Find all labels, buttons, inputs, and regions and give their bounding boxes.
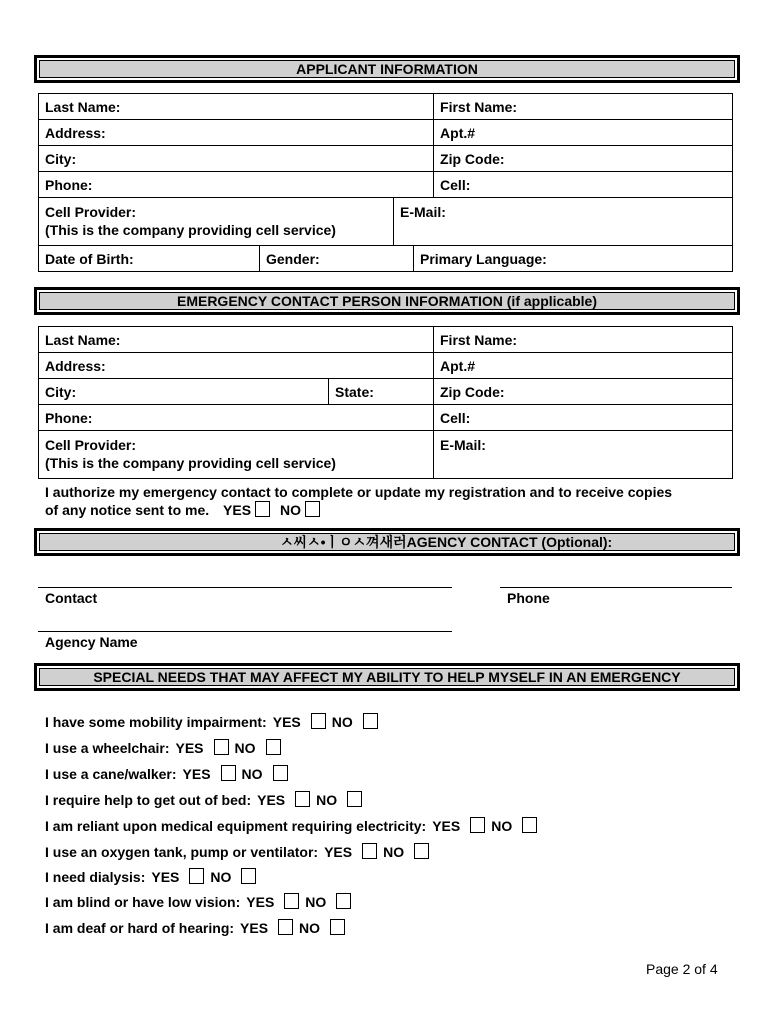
question-label: I use a cane/walker: <box>45 766 177 782</box>
language-label: Primary Language: <box>420 250 547 267</box>
agency-name-label: Agency Name <box>45 634 138 650</box>
yes-checkbox[interactable] <box>362 843 377 859</box>
zip-label: Zip Code: <box>440 383 505 400</box>
applicant-gender-field[interactable] <box>260 246 414 272</box>
no-checkbox[interactable] <box>241 868 256 884</box>
emergency-zip-field[interactable] <box>434 379 733 405</box>
apt-label: Apt.# <box>440 124 476 141</box>
applicant-table <box>38 93 733 272</box>
no-label: NO <box>299 920 321 936</box>
last-name-label: Last Name: <box>45 98 121 115</box>
applicant-phone-field[interactable] <box>39 172 434 198</box>
no-checkbox[interactable] <box>266 739 281 755</box>
no-checkbox[interactable] <box>273 765 288 781</box>
no-label: NO <box>234 740 256 756</box>
yes-checkbox[interactable] <box>311 713 326 729</box>
page-number: Page 2 of 4 <box>646 961 718 977</box>
first-name-label: First Name: <box>440 98 518 115</box>
emergency-header-title: EMERGENCY CONTACT PERSON INFORMATION (if applicable) <box>39 292 735 310</box>
emergency-city-field[interactable] <box>39 379 329 405</box>
question-hearing <box>45 919 351 936</box>
city-label: City: <box>45 383 77 400</box>
yes-label: YES <box>272 714 301 730</box>
phone-label: Phone: <box>45 409 93 426</box>
email-label: E-Mail: <box>400 204 446 220</box>
applicant-address-field[interactable] <box>39 120 434 146</box>
emergency-apt-field[interactable] <box>434 353 733 379</box>
no-label: NO <box>383 844 405 860</box>
yes-label: YES <box>246 894 275 910</box>
yes-label: YES <box>324 844 353 860</box>
question-label: I use an oxygen tank, pump or ventilator: <box>45 844 319 860</box>
question-bed-help <box>45 791 368 808</box>
emergency-first-name-field[interactable] <box>434 327 733 353</box>
agency-phone-line[interactable] <box>500 587 732 588</box>
emergency-address-field[interactable] <box>39 353 434 379</box>
agency-section-header <box>34 528 740 556</box>
question-dialysis <box>45 868 262 885</box>
no-checkbox[interactable] <box>336 893 351 909</box>
yes-checkbox[interactable] <box>214 739 229 755</box>
applicant-dob-field[interactable] <box>39 246 260 272</box>
applicant-email-field[interactable] <box>394 198 733 246</box>
no-checkbox[interactable] <box>347 791 362 807</box>
emergency-cell-field[interactable] <box>434 405 733 431</box>
applicant-header-title: APPLICANT INFORMATION <box>39 60 735 78</box>
authorize-no-checkbox[interactable] <box>305 501 320 517</box>
no-checkbox[interactable] <box>522 817 537 833</box>
emergency-last-name-field[interactable] <box>39 327 434 353</box>
agency-contact-label: Contact <box>45 590 98 606</box>
city-label: City: <box>45 150 77 167</box>
no-label: NO <box>316 792 338 808</box>
address-label: Address: <box>45 124 106 141</box>
cell-provider-label: Cell Provider: <box>45 437 137 453</box>
authorize-no-label: NO <box>280 502 302 518</box>
question-label: I am blind or have low vision: <box>45 894 241 910</box>
authorization-line-1: I authorize my emergency contact to complete or update my registration and to receive copies <box>45 484 673 500</box>
question-medical-equipment <box>45 817 543 834</box>
no-label: NO <box>210 869 232 885</box>
yes-label: YES <box>257 792 286 808</box>
question-cane-walker <box>45 765 294 782</box>
applicant-city-field[interactable] <box>39 146 434 172</box>
special-needs-header-title: SPECIAL NEEDS THAT MAY AFFECT MY ABILITY TO HELP MYSELF IN AN EMERGENCY <box>39 668 735 686</box>
applicant-zip-field[interactable] <box>434 146 733 172</box>
state-label: State: <box>335 383 374 400</box>
question-label: I use a wheelchair: <box>45 740 170 756</box>
no-label: NO <box>241 766 263 782</box>
yes-checkbox[interactable] <box>284 893 299 909</box>
special-needs-section-header <box>34 663 740 691</box>
authorization-statement <box>45 484 672 519</box>
question-label: I am deaf or hard of hearing: <box>45 920 235 936</box>
phone-label: Phone: <box>45 176 93 193</box>
no-checkbox[interactable] <box>330 919 345 935</box>
yes-label: YES <box>175 740 204 756</box>
emergency-state-field[interactable] <box>329 379 434 405</box>
emergency-table <box>38 326 733 479</box>
cell-label: Cell: <box>440 176 471 193</box>
last-name-label: Last Name: <box>45 331 121 348</box>
yes-checkbox[interactable] <box>189 868 204 884</box>
cell-provider-label: Cell Provider: <box>45 204 137 220</box>
question-oxygen <box>45 843 435 860</box>
emergency-phone-field[interactable] <box>39 405 434 431</box>
yes-label: YES <box>182 766 211 782</box>
no-label: NO <box>491 818 513 834</box>
agency-phone-label: Phone <box>507 590 550 606</box>
cell-provider-note: (This is the company providing cell service) <box>45 222 336 238</box>
applicant-apt-field[interactable] <box>434 120 733 146</box>
yes-label: YES <box>151 869 180 885</box>
question-label: I have some mobility impairment: <box>45 714 267 730</box>
authorization-line-2: of any notice sent to me. <box>45 502 210 518</box>
authorize-yes-label: YES <box>223 502 252 518</box>
yes-checkbox[interactable] <box>221 765 236 781</box>
zip-label: Zip Code: <box>440 150 505 167</box>
email-label: E-Mail: <box>440 437 486 453</box>
yes-label: YES <box>432 818 461 834</box>
question-label: I am reliant upon medical equipment requiring electricity: <box>45 818 427 834</box>
question-label: I require help to get out of bed: <box>45 792 252 808</box>
no-label: NO <box>331 714 353 730</box>
applicant-cell-field[interactable] <box>434 172 733 198</box>
first-name-label: First Name: <box>440 331 518 348</box>
applicant-language-field[interactable] <box>414 246 733 272</box>
agency-name-line[interactable] <box>38 631 452 632</box>
no-checkbox[interactable] <box>414 843 429 859</box>
question-label: I need dialysis: <box>45 869 146 885</box>
question-wheelchair <box>45 739 287 756</box>
emergency-cell-provider-field[interactable] <box>39 431 434 479</box>
emergency-email-field[interactable] <box>434 431 733 479</box>
no-label: NO <box>305 894 327 910</box>
applicant-cell-provider-field[interactable] <box>39 198 394 246</box>
no-checkbox[interactable] <box>363 713 378 729</box>
emergency-section-header <box>34 287 740 315</box>
cell-provider-note: (This is the company providing cell service) <box>45 455 336 471</box>
yes-checkbox[interactable] <box>470 817 485 833</box>
cell-label: Cell: <box>440 409 471 426</box>
question-vision <box>45 893 357 910</box>
gender-label: Gender: <box>266 250 320 267</box>
question-mobility <box>45 713 384 730</box>
authorize-yes-checkbox[interactable] <box>255 501 270 517</box>
agency-contact-line[interactable] <box>38 587 452 588</box>
yes-checkbox[interactable] <box>278 919 293 935</box>
yes-checkbox[interactable] <box>295 791 310 807</box>
yes-label: YES <box>240 920 269 936</box>
applicant-first-name-field[interactable] <box>434 94 733 120</box>
apt-label: Apt.# <box>440 357 475 374</box>
address-label: Address: <box>45 357 106 374</box>
agency-header-title: ㅅ씨ㅅ•ㅣㅇㅅ껴새러AGENCY CONTACT (Optional): <box>39 533 735 551</box>
dob-label: Date of Birth: <box>45 250 134 267</box>
applicant-last-name-field[interactable] <box>39 94 434 120</box>
applicant-section-header <box>34 55 740 83</box>
